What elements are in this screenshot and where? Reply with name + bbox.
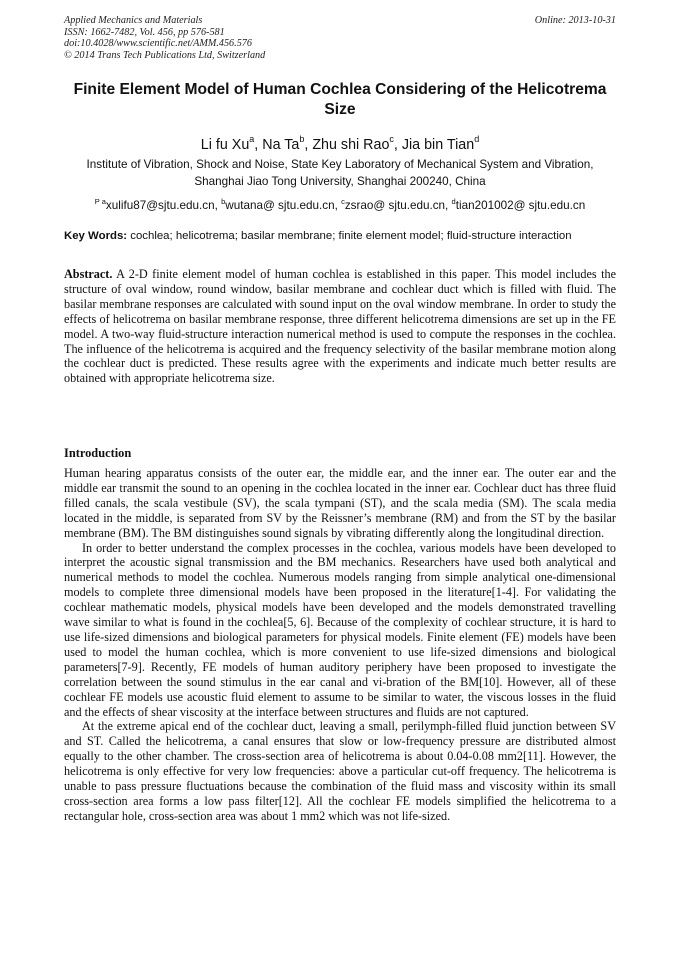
author-name: Li fu Xu <box>200 136 250 153</box>
author-name: Zhu shi Rao <box>312 136 390 153</box>
paragraph: In order to better understand the complex processes in the cochlea, various models have been developed to interpret the acoustic signal transmission and the BM mechanics. Researchers have used both analytical and numerical methods to model the cochlea. Numerous models ranging from simple analytical one-dimensional models to complete three dimensional models have been proposed in the literature[1-4]. For validating the cochlear mathematic models, physical models have been developed and the models demonstrated travelling wave similar to what is found in the cochlea[5, 6]. Because of the complexity of cochlear structure, it is hard to use life-sized dimensions and biological parameters for physical models. Finite element (FE) models have been used to model the human cochlea, which is more convenient to use life-sized dimensions and biological parameters[7-9]. Recently, FE models of human auditory periphery have been proposed to investigate the correlation between the sound stimulus in the ear canal and vi-bration of the BM[10]. However, all of these cochlear FE models use acoustic fluid element to assume to be similar to water, the viscous losses in the fluid and the effects of shear viscosity at the interface between structures and fluids are not captured. <box>64 540 616 719</box>
author-list: Li fu Xu$^a$, Na Ta$^b$, Zhu shi Rao$^c$, Jia bin Tian$^d$ <box>200 134 480 153</box>
abstract <box>64 267 616 386</box>
journal-header <box>64 15 616 61</box>
email-c: zsrao@ sjtu.edu.cn, <box>344 198 452 212</box>
author-sup: c <box>389 134 394 144</box>
online-date: Online: 2013-10-31 <box>534 15 616 26</box>
affiliation: Institute of Vibration, Shock and Noise, State Key Laboratory of Mechanical System and Vibration, Shanghai Jiao Tong University, Shanghai 200240, China <box>86 158 594 188</box>
author-sup: a <box>249 134 255 144</box>
paragraph: At the extreme apical end of the cochlear duct, leaving a small, perilymph-filled fluid junction between SV and ST. Called the helicotrema, a canal ensures that slow or low-frequency pressure are distributed almost equally to the other chamber. The cross-section area of helicotrema is about 0.04-0.08 mm2[11]. However, the helicotrema is only effective for very low frequencies: above a particular cut-off frequency. The helicotrema is unable to pass pressure fluctuations because the combination of the fluid mass and viscosity within its small cross-section area forms a low pass filter[12]. All the cochlear FE models simplified the helicotrema to a rectangular hole, cross-section area was about 1 mm2 which was not life-sized. <box>64 719 616 823</box>
paragraph: Human hearing apparatus consists of the outer ear, the middle ear, and the inner ear. The outer ear and the middle ear transmit the sound to an opening in the cochlea located in the inner ear. Cochlear duct has three fluid filled canals, the scala vestibule (SV), the scala tympani (ST), and the scala media (SM). The scala media located in the middle, is separated from SV by the Reissner’s membrane (RM) and from the ST by the basilar membrane (BM). The BM distinguishes sound signals by vibrating differently along the longitudinal direction. <box>64 466 616 540</box>
email-d: tian201002@ sjtu.edu.cn <box>455 198 586 212</box>
author-sup: d <box>474 134 480 144</box>
author-emails <box>64 194 616 213</box>
doi-line: doi:10.4028/www.scientific.net/AMM.456.576 <box>64 38 252 50</box>
email-sup-c: c <box>341 197 345 206</box>
author-name: Jia bin Tian <box>401 136 475 153</box>
keywords-label: Key Words: <box>64 230 128 242</box>
email-sup-b: b <box>221 197 226 206</box>
email-b: wutana@ sjtu.edu.cn, <box>225 198 342 212</box>
email-a: xulifu87@sjtu.edu.cn, <box>105 198 222 212</box>
abstract-label: Abstract. <box>64 267 113 281</box>
section-heading: Introduction <box>64 446 132 460</box>
author-sup: b <box>299 134 305 144</box>
keywords <box>64 229 616 244</box>
abstract-text: A 2-D finite element model of human cochlea is established in this paper. This model includes the structure of oval window, round window, basilar membrane and cochlear duct which is filled with fluid. The basilar membrane responses are calculated with sound input on the oval window membrane. In order to study the effects of helicotrema on basilar membrane response, three different helicotrema dimensions are set up in the FE model. A two-way fluid-structure interaction numerical method is used to compute the responses in the cochlea. The influence of the helicotrema is acquired and the frequency selectivity of the basilar membrane motion along the cochlear duct is predicted. These results agree with the experiments and indicate much better results are obtained with appropriate helicotrema size. <box>64 267 616 386</box>
author-name: Na Ta <box>262 136 300 153</box>
introduction-body <box>64 466 616 824</box>
paper-title: Finite Element Model of Human Cochlea Considering of the Helicotrema Size <box>73 81 607 118</box>
journal-name: Applied Mechanics and Materials <box>64 15 203 26</box>
keywords-text: cochlea; helicotrema; basilar membrane; finite element model; fluid-structure interaction <box>127 230 572 242</box>
copyright-line: © 2014 Trans Tech Publications Ltd, Switzerland <box>64 49 266 61</box>
issn-line: ISSN: 1662-7482, Vol. 456, pp 576-581 <box>64 26 225 38</box>
email-prefix-sup: P a <box>94 197 106 206</box>
email-sup-d: d <box>451 197 456 206</box>
